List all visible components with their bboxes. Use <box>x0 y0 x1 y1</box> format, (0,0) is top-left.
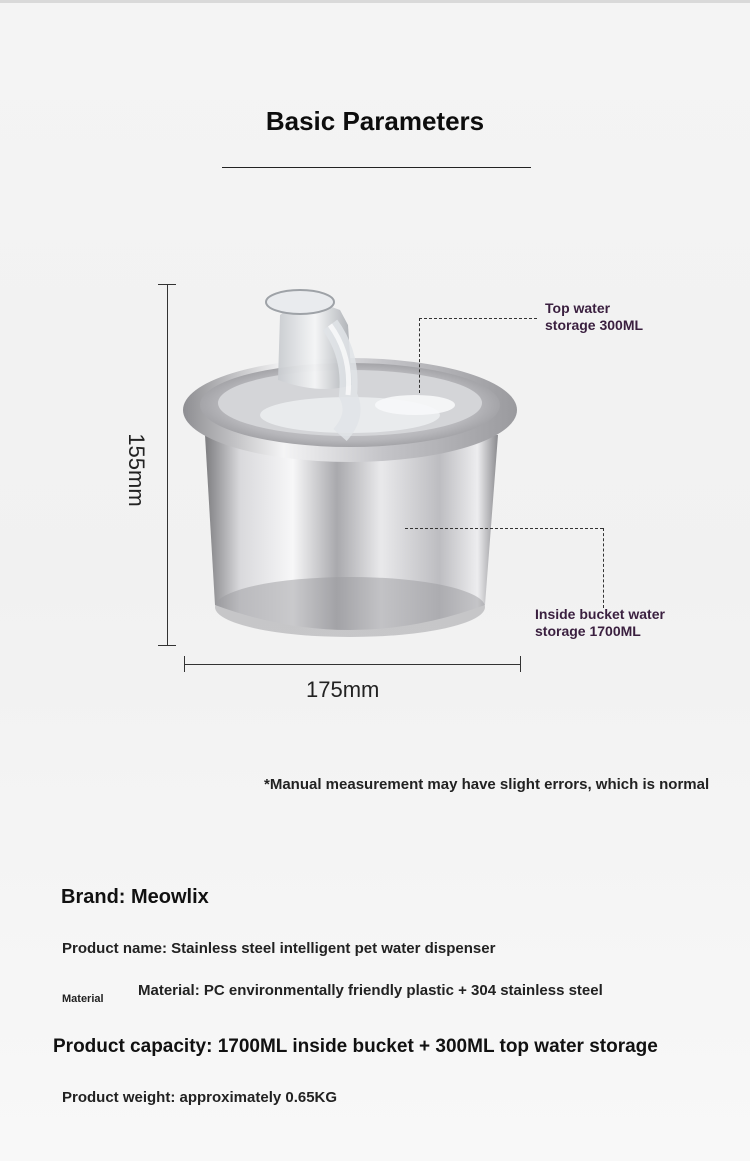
height-dimension-tick-bottom <box>158 645 176 646</box>
top-water-callout <box>545 300 705 334</box>
width-dimension-line <box>185 664 521 665</box>
height-dimension-tick-top <box>158 284 176 285</box>
height-dimension-label: 155mm <box>124 433 149 507</box>
width-dimension-tick-left <box>184 656 185 672</box>
bucket-water-callout-leader <box>603 528 604 608</box>
water-fountain-image <box>180 285 525 650</box>
spec-brand: Brand: Meowlix <box>61 886 209 908</box>
top-water-callout-line-2: storage 300ML <box>545 317 644 333</box>
top-water-callout-line-1: Top water <box>545 300 611 316</box>
spec-weight: Product weight: approximately 0.65KG <box>62 1089 338 1106</box>
height-dimension-line <box>167 284 168 646</box>
top-water-callout-line <box>419 318 537 319</box>
width-dimension-label: 175mm <box>306 677 380 702</box>
width-dimension-tick-right <box>520 656 521 672</box>
spec-capacity: Product capacity: 1700ML inside bucket + 300ML top water storage <box>53 1036 658 1057</box>
bucket-water-callout-line-2: storage 1700ML <box>535 623 641 639</box>
spec-material: Material: PC environmentally friendly plastic + 304 stainless steel <box>138 982 603 999</box>
spec-material-label: Material <box>62 993 104 1005</box>
title-underline <box>222 167 531 168</box>
top-border <box>0 0 750 3</box>
page-title: Basic Parameters <box>265 106 485 136</box>
bucket-water-callout-line-1: Inside bucket water <box>535 606 665 622</box>
spec-product-name: Product name: Stainless steel intelligent pet water dispenser <box>62 940 496 957</box>
top-water-callout-leader <box>419 318 420 393</box>
measurement-note: *Manual measurement may have slight errors, which is normal <box>264 776 710 793</box>
bucket-water-callout <box>535 606 715 640</box>
bucket-water-callout-line <box>405 528 603 529</box>
